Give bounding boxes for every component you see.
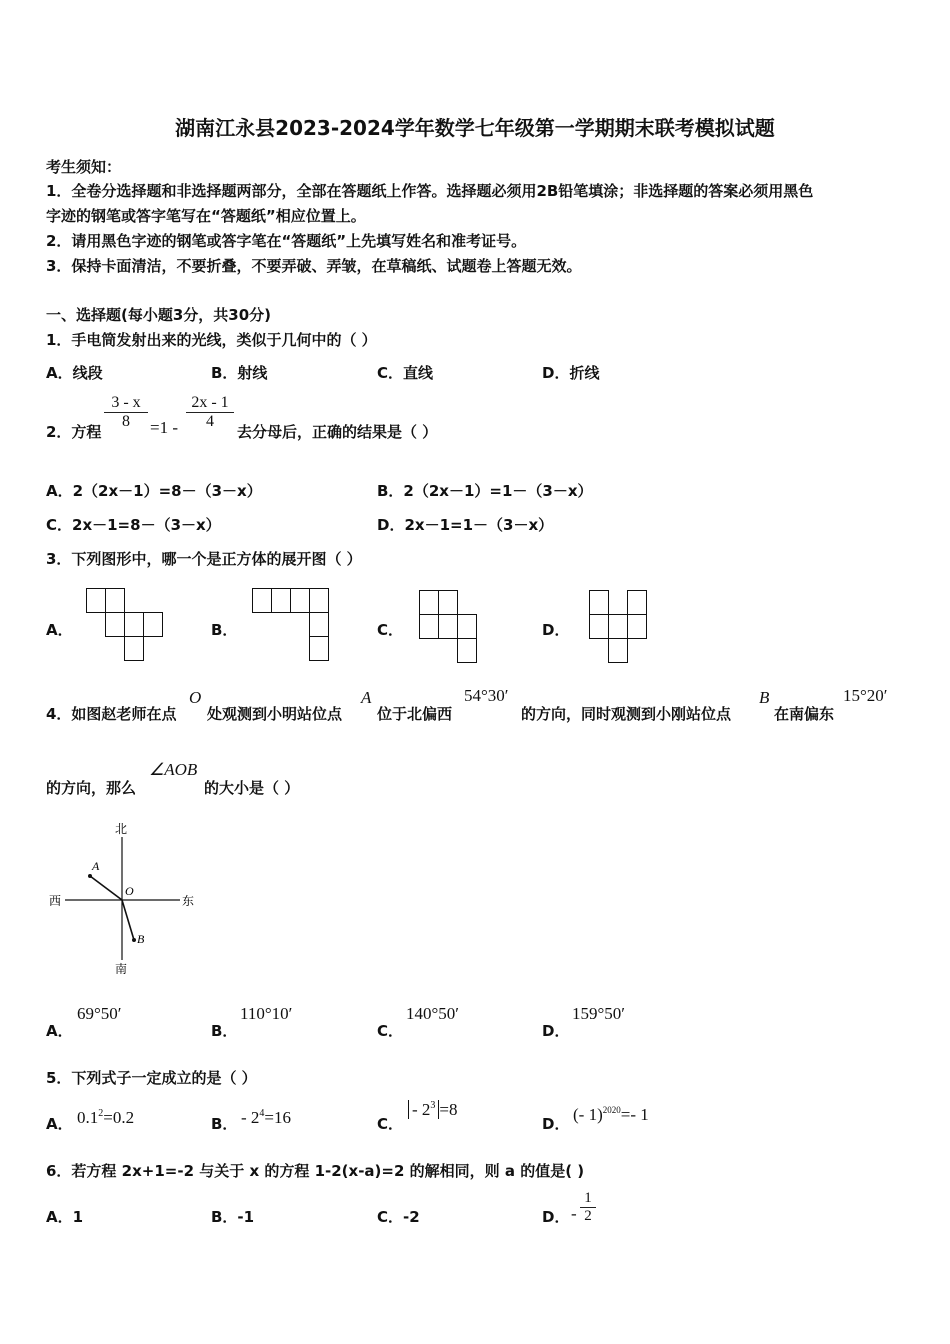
q4-text-7: 的大小是（ ） <box>204 779 300 797</box>
notice-heading: 考生须知： <box>46 158 122 176</box>
q4-option-d-value: 159°50′ <box>572 1004 626 1023</box>
q1-option-d: D．折线 <box>542 364 600 382</box>
q5-d-exponent: 2020 <box>602 1105 621 1115</box>
q6-stem: 6．若方程 2x+1=-2 与关于 x 的方程 1-2(x-a)=2 的解相同，则 a 的值是( ) <box>46 1162 585 1180</box>
notice-line-3: 3．保持卡面清洁，不要折叠，不要弄破、弄皱，在草稿纸、试题卷上答题无效。 <box>46 257 582 275</box>
q4-point-a: A <box>361 688 372 707</box>
section-heading: 一、选择题(每小题3分，共30分) <box>46 306 272 324</box>
q5-option-a-label: A． <box>46 1115 73 1133</box>
point-a-dot <box>88 874 92 878</box>
q2-suffix: 去分母后，正确的结果是（ ） <box>237 423 438 441</box>
q5-b-exponent: 4 <box>259 1108 265 1119</box>
ray-oa <box>90 876 122 900</box>
label-south: 南 <box>115 962 128 976</box>
q2-fraction-1-numerator: 3 - x <box>104 394 148 413</box>
q5-option-d-expr <box>573 1105 649 1125</box>
q6-option-c: C．-2 <box>377 1208 420 1226</box>
q2-option-c: C．2x－1=8－（3－x） <box>46 516 221 534</box>
q5-c-base: - 2 <box>412 1100 431 1119</box>
q2-middle: =1 - <box>150 418 178 437</box>
q4-option-b-value: 110°10′ <box>240 1004 293 1023</box>
q5-a-exponent: 2 <box>98 1108 104 1119</box>
q1-option-a: A．线段 <box>46 364 103 382</box>
q4-point-b: B <box>759 688 770 707</box>
notice-line-1b: 字迹的钢笔或答字笔写在“答题纸”相应位置上。 <box>46 207 366 225</box>
q4-text-4: 的方向，同时观测到小刚站位点 <box>521 705 732 723</box>
ray-ob <box>122 900 134 940</box>
q5-option-b-label: B． <box>211 1115 238 1133</box>
q3-option-a: A． <box>46 621 73 639</box>
q4-text-1: 4．如图赵老师在点 <box>46 705 177 723</box>
notice-line-2: 2．请用黑色字迹的钢笔或答字笔在“答题纸”上先填写姓名和准考证号。 <box>46 232 527 250</box>
q4-text-2: 处观测到小明站位点 <box>207 705 343 723</box>
q5-stem: 5．下列式子一定成立的是（ ） <box>46 1069 257 1087</box>
q3-option-c: C． <box>377 621 404 639</box>
q6-option-a: A．1 <box>46 1208 84 1226</box>
label-west: 西 <box>49 894 62 908</box>
q5-d-rest: =- 1 <box>620 1105 649 1124</box>
q2-prefix: 2．方程 <box>46 423 102 441</box>
q2-fraction-2-numerator: 2x - 1 <box>186 394 234 413</box>
q4-option-c-value: 140°50′ <box>406 1004 460 1023</box>
q5-option-c-expr <box>408 1100 458 1120</box>
q4-point-o: O <box>189 688 202 707</box>
q5-option-c-label: C． <box>377 1115 404 1133</box>
q2-option-d: D．2x－1=1－（3－x） <box>377 516 554 534</box>
q4-option-a-label: A． <box>46 1022 73 1040</box>
q5-c-exponent: 3 <box>430 1100 436 1111</box>
q2-option-a: A．2（2x－1）=8－（3－x） <box>46 482 262 500</box>
q4-angle-1: 54°30′ <box>464 686 509 705</box>
q1-stem: 1．手电筒发射出来的光线，类似于几何中的（ ） <box>46 331 377 349</box>
label-east: 东 <box>182 894 195 908</box>
q4-option-a-value: 69°50′ <box>77 1004 122 1023</box>
q4-option-c-label: C． <box>377 1022 404 1040</box>
label-north: 北 <box>115 822 128 836</box>
q1-option-c: C．直线 <box>377 364 434 382</box>
q5-a-rest: =0.2 <box>103 1108 135 1127</box>
q2-option-b: B．2（2x－1）=1－（3－x） <box>377 482 593 500</box>
q4-text-5: 在南偏东 <box>774 705 835 723</box>
q2-fraction-1 <box>104 394 148 431</box>
q1-option-b: B．射线 <box>211 364 268 382</box>
q5-a-base: 0.1 <box>77 1108 99 1127</box>
q4-option-b-label: B． <box>211 1022 238 1040</box>
q6-option-d-fraction <box>580 1190 596 1225</box>
q5-c-rest: =8 <box>439 1100 458 1119</box>
q6-option-d-label: D． <box>542 1208 570 1226</box>
q5-option-b-expr <box>241 1108 291 1128</box>
label-b: B <box>137 932 145 946</box>
q5-b-base: - 2 <box>241 1108 260 1127</box>
q5-c-absolute <box>408 1100 439 1119</box>
point-b-dot <box>132 938 136 942</box>
q5-d-base: (- 1) <box>573 1105 603 1124</box>
q2-fraction-2-denominator: 4 <box>206 413 214 430</box>
label-a: A <box>92 859 100 873</box>
q4-angle-2: 15°20′ <box>843 686 888 705</box>
q2-fraction-2 <box>186 394 234 431</box>
page-title: 湖南江永县2023-2024学年数学七年级第一学期期末联考模拟试题 <box>175 116 775 140</box>
q3-stem: 3．下列图形中，哪一个是正方体的展开图（ ） <box>46 550 362 568</box>
q5-option-a-expr <box>77 1108 134 1128</box>
q4-text-3: 位于北偏西 <box>377 705 453 723</box>
q3-option-d: D． <box>542 621 570 639</box>
q4-text-6: 的方向，那么 <box>46 779 137 797</box>
q6-option-b: B．-1 <box>211 1208 255 1226</box>
q5-option-d-label: D． <box>542 1115 570 1133</box>
notice-line-1a: 1．全卷分选择题和非选择题两部分，全部在答题纸上作答。选择题必须用2B铅笔填涂；非选择题的答案必须用黑色 <box>46 182 814 200</box>
q6-d-numerator: 1 <box>580 1190 596 1208</box>
q4-angle-aob: ∠AOB <box>149 760 198 779</box>
direction-diagram <box>40 815 210 980</box>
q6-option-d-sign: - <box>571 1204 577 1223</box>
q3-option-b: B． <box>211 621 238 639</box>
q4-option-d-label: D． <box>542 1022 570 1040</box>
q6-d-denominator: 2 <box>584 1208 592 1224</box>
q5-b-rest: =16 <box>264 1108 292 1127</box>
label-o: O <box>125 884 134 898</box>
q2-fraction-1-denominator: 8 <box>122 413 130 430</box>
